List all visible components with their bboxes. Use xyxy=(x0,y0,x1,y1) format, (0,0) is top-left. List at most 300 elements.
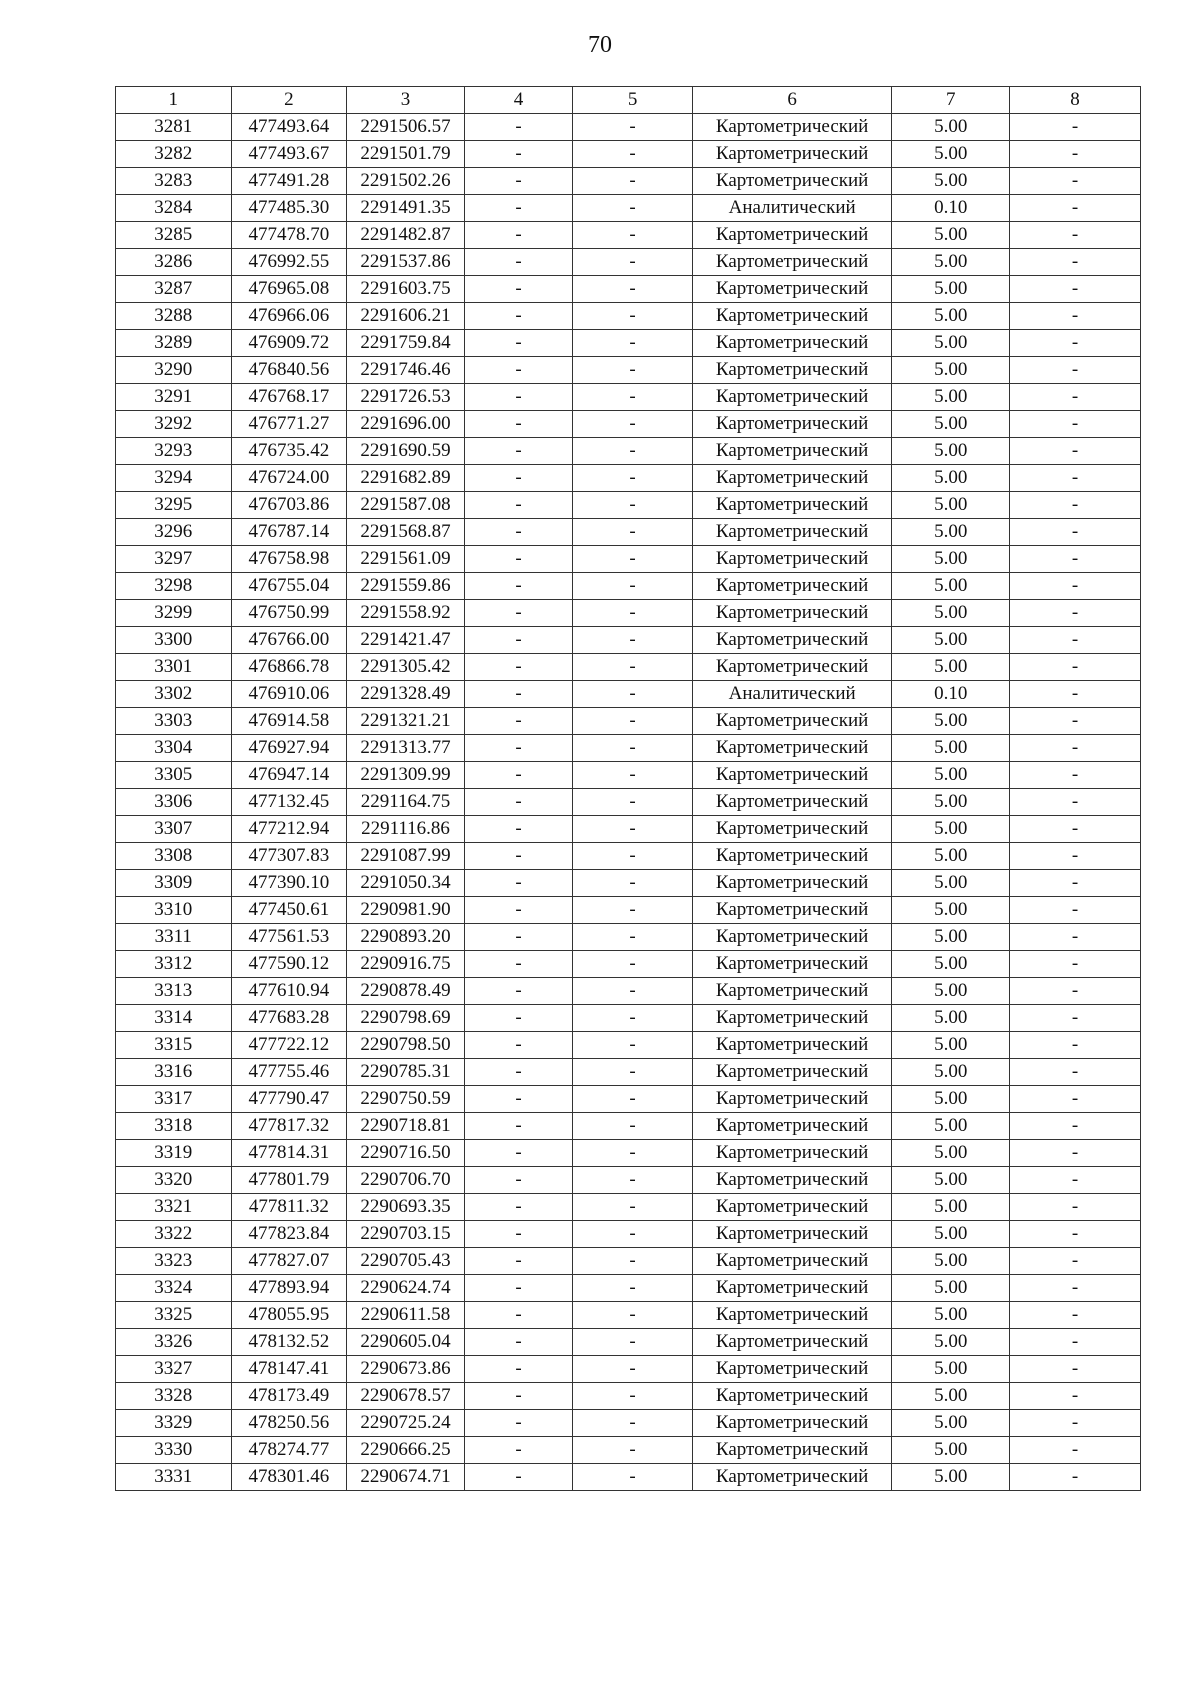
table-row xyxy=(116,141,1141,168)
x-coordinate-cell: 477817.32 xyxy=(231,1113,347,1140)
accuracy-cell: 5.00 xyxy=(892,1221,1010,1248)
col4-cell: - xyxy=(464,1275,572,1302)
col8-cell: - xyxy=(1010,1275,1141,1302)
accuracy-cell: 5.00 xyxy=(892,1437,1010,1464)
method-cell: Картометрический xyxy=(692,1302,891,1329)
y-coordinate-cell: 2291313.77 xyxy=(347,735,465,762)
y-coordinate-cell: 2291305.42 xyxy=(347,654,465,681)
y-coordinate-cell: 2291309.99 xyxy=(347,762,465,789)
y-coordinate-cell: 2290666.25 xyxy=(347,1437,465,1464)
col5-cell: - xyxy=(573,1464,693,1491)
point-number-cell: 3319 xyxy=(116,1140,232,1167)
method-cell: Картометрический xyxy=(692,141,891,168)
point-number-cell: 3288 xyxy=(116,303,232,330)
method-cell: Картометрический xyxy=(692,1221,891,1248)
y-coordinate-cell: 2291561.09 xyxy=(347,546,465,573)
point-number-cell: 3313 xyxy=(116,978,232,1005)
point-number-cell: 3292 xyxy=(116,411,232,438)
col5-cell: - xyxy=(573,1410,693,1437)
col5-cell: - xyxy=(573,870,693,897)
col5-cell: - xyxy=(573,1302,693,1329)
col8-cell: - xyxy=(1010,1032,1141,1059)
table-row xyxy=(116,1194,1141,1221)
table-row xyxy=(116,249,1141,276)
y-coordinate-cell: 2291558.92 xyxy=(347,600,465,627)
accuracy-cell: 5.00 xyxy=(892,384,1010,411)
table-row xyxy=(116,1086,1141,1113)
col8-cell: - xyxy=(1010,627,1141,654)
col8-cell: - xyxy=(1010,951,1141,978)
method-cell: Картометрический xyxy=(692,1248,891,1275)
method-cell: Картометрический xyxy=(692,1194,891,1221)
col5-cell: - xyxy=(573,303,693,330)
y-coordinate-cell: 2290674.71 xyxy=(347,1464,465,1491)
x-coordinate-cell: 476927.94 xyxy=(231,735,347,762)
col8-cell: - xyxy=(1010,654,1141,681)
table-row xyxy=(116,897,1141,924)
col5-cell: - xyxy=(573,384,693,411)
method-cell: Картометрический xyxy=(692,762,891,789)
x-coordinate-cell: 477827.07 xyxy=(231,1248,347,1275)
method-cell: Картометрический xyxy=(692,384,891,411)
y-coordinate-cell: 2290693.35 xyxy=(347,1194,465,1221)
table-row xyxy=(116,303,1141,330)
coordinates-table xyxy=(115,86,1141,1491)
col5-cell: - xyxy=(573,411,693,438)
col4-cell: - xyxy=(464,897,572,924)
col5-cell: - xyxy=(573,1167,693,1194)
point-number-cell: 3328 xyxy=(116,1383,232,1410)
point-number-cell: 3290 xyxy=(116,357,232,384)
accuracy-cell: 5.00 xyxy=(892,1356,1010,1383)
header-cell-3: 3 xyxy=(347,87,465,114)
y-coordinate-cell: 2290678.57 xyxy=(347,1383,465,1410)
table-row xyxy=(116,978,1141,1005)
point-number-cell: 3314 xyxy=(116,1005,232,1032)
y-coordinate-cell: 2291491.35 xyxy=(347,195,465,222)
y-coordinate-cell: 2290798.50 xyxy=(347,1032,465,1059)
x-coordinate-cell: 476840.56 xyxy=(231,357,347,384)
point-number-cell: 3306 xyxy=(116,789,232,816)
method-cell: Картометрический xyxy=(692,924,891,951)
y-coordinate-cell: 2290981.90 xyxy=(347,897,465,924)
x-coordinate-cell: 478274.77 xyxy=(231,1437,347,1464)
col4-cell: - xyxy=(464,1329,572,1356)
col4-cell: - xyxy=(464,654,572,681)
x-coordinate-cell: 477811.32 xyxy=(231,1194,347,1221)
col4-cell: - xyxy=(464,1086,572,1113)
col8-cell: - xyxy=(1010,681,1141,708)
y-coordinate-cell: 2290785.31 xyxy=(347,1059,465,1086)
point-number-cell: 3318 xyxy=(116,1113,232,1140)
col4-cell: - xyxy=(464,1302,572,1329)
y-coordinate-cell: 2290718.81 xyxy=(347,1113,465,1140)
point-number-cell: 3312 xyxy=(116,951,232,978)
method-cell: Картометрический xyxy=(692,654,891,681)
x-coordinate-cell: 476914.58 xyxy=(231,708,347,735)
point-number-cell: 3317 xyxy=(116,1086,232,1113)
y-coordinate-cell: 2290705.43 xyxy=(347,1248,465,1275)
col8-cell: - xyxy=(1010,168,1141,195)
col5-cell: - xyxy=(573,195,693,222)
method-cell: Картометрический xyxy=(692,168,891,195)
point-number-cell: 3289 xyxy=(116,330,232,357)
table-row xyxy=(116,546,1141,573)
accuracy-cell: 5.00 xyxy=(892,1113,1010,1140)
table-row xyxy=(116,1248,1141,1275)
accuracy-cell: 5.00 xyxy=(892,438,1010,465)
col4-cell: - xyxy=(464,1194,572,1221)
col5-cell: - xyxy=(573,168,693,195)
point-number-cell: 3309 xyxy=(116,870,232,897)
y-coordinate-cell: 2291087.99 xyxy=(347,843,465,870)
col4-cell: - xyxy=(464,1464,572,1491)
point-number-cell: 3323 xyxy=(116,1248,232,1275)
y-coordinate-cell: 2291587.08 xyxy=(347,492,465,519)
col4-cell: - xyxy=(464,1221,572,1248)
col8-cell: - xyxy=(1010,843,1141,870)
accuracy-cell: 5.00 xyxy=(892,1302,1010,1329)
col5-cell: - xyxy=(573,897,693,924)
x-coordinate-cell: 477683.28 xyxy=(231,1005,347,1032)
col4-cell: - xyxy=(464,411,572,438)
accuracy-cell: 5.00 xyxy=(892,1383,1010,1410)
y-coordinate-cell: 2291726.53 xyxy=(347,384,465,411)
col4-cell: - xyxy=(464,222,572,249)
col8-cell: - xyxy=(1010,330,1141,357)
col5-cell: - xyxy=(573,249,693,276)
col4-cell: - xyxy=(464,1059,572,1086)
accuracy-cell: 5.00 xyxy=(892,600,1010,627)
col4-cell: - xyxy=(464,924,572,951)
x-coordinate-cell: 478055.95 xyxy=(231,1302,347,1329)
col8-cell: - xyxy=(1010,735,1141,762)
x-coordinate-cell: 477610.94 xyxy=(231,978,347,1005)
method-cell: Картометрический xyxy=(692,1329,891,1356)
method-cell: Картометрический xyxy=(692,1113,891,1140)
accuracy-cell: 5.00 xyxy=(892,1464,1010,1491)
accuracy-cell: 5.00 xyxy=(892,978,1010,1005)
col4-cell: - xyxy=(464,1410,572,1437)
accuracy-cell: 5.00 xyxy=(892,303,1010,330)
col8-cell: - xyxy=(1010,546,1141,573)
point-number-cell: 3294 xyxy=(116,465,232,492)
table-row xyxy=(116,519,1141,546)
col8-cell: - xyxy=(1010,222,1141,249)
y-coordinate-cell: 2291321.21 xyxy=(347,708,465,735)
x-coordinate-cell: 477893.94 xyxy=(231,1275,347,1302)
col5-cell: - xyxy=(573,600,693,627)
col8-cell: - xyxy=(1010,438,1141,465)
method-cell: Картометрический xyxy=(692,492,891,519)
table-row xyxy=(116,1356,1141,1383)
accuracy-cell: 5.00 xyxy=(892,573,1010,600)
col8-cell: - xyxy=(1010,276,1141,303)
point-number-cell: 3329 xyxy=(116,1410,232,1437)
col4-cell: - xyxy=(464,249,572,276)
accuracy-cell: 5.00 xyxy=(892,222,1010,249)
method-cell: Картометрический xyxy=(692,843,891,870)
point-number-cell: 3295 xyxy=(116,492,232,519)
col8-cell: - xyxy=(1010,519,1141,546)
col5-cell: - xyxy=(573,1383,693,1410)
col8-cell: - xyxy=(1010,816,1141,843)
accuracy-cell: 5.00 xyxy=(892,249,1010,276)
method-cell: Картометрический xyxy=(692,1032,891,1059)
x-coordinate-cell: 477212.94 xyxy=(231,816,347,843)
point-number-cell: 3322 xyxy=(116,1221,232,1248)
col5-cell: - xyxy=(573,1437,693,1464)
table-row xyxy=(116,465,1141,492)
method-cell: Картометрический xyxy=(692,465,891,492)
col4-cell: - xyxy=(464,1140,572,1167)
table-row xyxy=(116,1032,1141,1059)
header-cell-7: 7 xyxy=(892,87,1010,114)
col8-cell: - xyxy=(1010,1410,1141,1437)
point-number-cell: 3303 xyxy=(116,708,232,735)
x-coordinate-cell: 476771.27 xyxy=(231,411,347,438)
x-coordinate-cell: 476766.00 xyxy=(231,627,347,654)
accuracy-cell: 0.10 xyxy=(892,681,1010,708)
accuracy-cell: 5.00 xyxy=(892,816,1010,843)
col4-cell: - xyxy=(464,708,572,735)
accuracy-cell: 5.00 xyxy=(892,1086,1010,1113)
col8-cell: - xyxy=(1010,870,1141,897)
table-row xyxy=(116,1302,1141,1329)
col8-cell: - xyxy=(1010,141,1141,168)
method-cell: Картометрический xyxy=(692,897,891,924)
method-cell: Картометрический xyxy=(692,330,891,357)
col4-cell: - xyxy=(464,816,572,843)
y-coordinate-cell: 2291682.89 xyxy=(347,465,465,492)
col4-cell: - xyxy=(464,114,572,141)
y-coordinate-cell: 2291164.75 xyxy=(347,789,465,816)
col5-cell: - xyxy=(573,1113,693,1140)
x-coordinate-cell: 477814.31 xyxy=(231,1140,347,1167)
table-row xyxy=(116,816,1141,843)
x-coordinate-cell: 476787.14 xyxy=(231,519,347,546)
x-coordinate-cell: 477590.12 xyxy=(231,951,347,978)
table-row xyxy=(116,384,1141,411)
point-number-cell: 3284 xyxy=(116,195,232,222)
x-coordinate-cell: 476758.98 xyxy=(231,546,347,573)
table-row xyxy=(116,735,1141,762)
col4-cell: - xyxy=(464,465,572,492)
point-number-cell: 3296 xyxy=(116,519,232,546)
x-coordinate-cell: 476768.17 xyxy=(231,384,347,411)
x-coordinate-cell: 478132.52 xyxy=(231,1329,347,1356)
method-cell: Картометрический xyxy=(692,735,891,762)
x-coordinate-cell: 477801.79 xyxy=(231,1167,347,1194)
col5-cell: - xyxy=(573,357,693,384)
y-coordinate-cell: 2291421.47 xyxy=(347,627,465,654)
table-row xyxy=(116,870,1141,897)
table-row xyxy=(116,600,1141,627)
col4-cell: - xyxy=(464,681,572,708)
accuracy-cell: 5.00 xyxy=(892,546,1010,573)
col5-cell: - xyxy=(573,735,693,762)
method-cell: Картометрический xyxy=(692,1005,891,1032)
col5-cell: - xyxy=(573,141,693,168)
method-cell: Картометрический xyxy=(692,816,891,843)
col8-cell: - xyxy=(1010,708,1141,735)
method-cell: Аналитический xyxy=(692,195,891,222)
y-coordinate-cell: 2290725.24 xyxy=(347,1410,465,1437)
col8-cell: - xyxy=(1010,978,1141,1005)
point-number-cell: 3291 xyxy=(116,384,232,411)
accuracy-cell: 5.00 xyxy=(892,708,1010,735)
col4-cell: - xyxy=(464,357,572,384)
page-number: 70 xyxy=(588,32,612,58)
method-cell: Картометрический xyxy=(692,870,891,897)
point-number-cell: 3310 xyxy=(116,897,232,924)
accuracy-cell: 5.00 xyxy=(892,1059,1010,1086)
col4-cell: - xyxy=(464,1248,572,1275)
table-row xyxy=(116,1167,1141,1194)
table-row xyxy=(116,1410,1141,1437)
header-cell-1: 1 xyxy=(116,87,232,114)
accuracy-cell: 0.10 xyxy=(892,195,1010,222)
method-cell: Картометрический xyxy=(692,627,891,654)
col8-cell: - xyxy=(1010,600,1141,627)
col5-cell: - xyxy=(573,978,693,1005)
table-row xyxy=(116,627,1141,654)
method-cell: Картометрический xyxy=(692,978,891,1005)
y-coordinate-cell: 2291568.87 xyxy=(347,519,465,546)
col5-cell: - xyxy=(573,762,693,789)
table-row xyxy=(116,789,1141,816)
point-number-cell: 3304 xyxy=(116,735,232,762)
table-row xyxy=(116,438,1141,465)
x-coordinate-cell: 477450.61 xyxy=(231,897,347,924)
table-row xyxy=(116,762,1141,789)
header-cell-2: 2 xyxy=(231,87,347,114)
accuracy-cell: 5.00 xyxy=(892,276,1010,303)
col5-cell: - xyxy=(573,627,693,654)
table-row xyxy=(116,1383,1141,1410)
y-coordinate-cell: 2291759.84 xyxy=(347,330,465,357)
col4-cell: - xyxy=(464,519,572,546)
y-coordinate-cell: 2291116.86 xyxy=(347,816,465,843)
accuracy-cell: 5.00 xyxy=(892,789,1010,816)
y-coordinate-cell: 2290893.20 xyxy=(347,924,465,951)
col8-cell: - xyxy=(1010,1383,1141,1410)
col4-cell: - xyxy=(464,600,572,627)
point-number-cell: 3326 xyxy=(116,1329,232,1356)
table-row xyxy=(116,330,1141,357)
accuracy-cell: 5.00 xyxy=(892,465,1010,492)
col8-cell: - xyxy=(1010,357,1141,384)
point-number-cell: 3308 xyxy=(116,843,232,870)
accuracy-cell: 5.00 xyxy=(892,330,1010,357)
coordinates-table-body xyxy=(116,87,1141,1491)
col4-cell: - xyxy=(464,141,572,168)
col8-cell: - xyxy=(1010,384,1141,411)
col5-cell: - xyxy=(573,924,693,951)
col8-cell: - xyxy=(1010,1086,1141,1113)
table-row xyxy=(116,357,1141,384)
method-cell: Картометрический xyxy=(692,1059,891,1086)
method-cell: Картометрический xyxy=(692,411,891,438)
col5-cell: - xyxy=(573,114,693,141)
x-coordinate-cell: 476910.06 xyxy=(231,681,347,708)
col8-cell: - xyxy=(1010,1194,1141,1221)
point-number-cell: 3324 xyxy=(116,1275,232,1302)
col4-cell: - xyxy=(464,978,572,1005)
point-number-cell: 3325 xyxy=(116,1302,232,1329)
accuracy-cell: 5.00 xyxy=(892,843,1010,870)
y-coordinate-cell: 2291559.86 xyxy=(347,573,465,600)
x-coordinate-cell: 477132.45 xyxy=(231,789,347,816)
method-cell: Картометрический xyxy=(692,249,891,276)
col4-cell: - xyxy=(464,1437,572,1464)
col8-cell: - xyxy=(1010,1167,1141,1194)
table-row xyxy=(116,1437,1141,1464)
col5-cell: - xyxy=(573,1032,693,1059)
method-cell: Картометрический xyxy=(692,1464,891,1491)
col4-cell: - xyxy=(464,843,572,870)
y-coordinate-cell: 2291328.49 xyxy=(347,681,465,708)
point-number-cell: 3321 xyxy=(116,1194,232,1221)
col5-cell: - xyxy=(573,1140,693,1167)
method-cell: Картометрический xyxy=(692,276,891,303)
y-coordinate-cell: 2291603.75 xyxy=(347,276,465,303)
col5-cell: - xyxy=(573,1356,693,1383)
table-row xyxy=(116,276,1141,303)
x-coordinate-cell: 477561.53 xyxy=(231,924,347,951)
point-number-cell: 3287 xyxy=(116,276,232,303)
accuracy-cell: 5.00 xyxy=(892,1167,1010,1194)
point-number-cell: 3316 xyxy=(116,1059,232,1086)
col4-cell: - xyxy=(464,627,572,654)
col4-cell: - xyxy=(464,438,572,465)
point-number-cell: 3298 xyxy=(116,573,232,600)
table-row xyxy=(116,168,1141,195)
col8-cell: - xyxy=(1010,924,1141,951)
col5-cell: - xyxy=(573,654,693,681)
table-row xyxy=(116,1059,1141,1086)
col4-cell: - xyxy=(464,546,572,573)
accuracy-cell: 5.00 xyxy=(892,1329,1010,1356)
accuracy-cell: 5.00 xyxy=(892,1140,1010,1167)
accuracy-cell: 5.00 xyxy=(892,1410,1010,1437)
point-number-cell: 3305 xyxy=(116,762,232,789)
x-coordinate-cell: 477491.28 xyxy=(231,168,347,195)
accuracy-cell: 5.00 xyxy=(892,1275,1010,1302)
method-cell: Картометрический xyxy=(692,951,891,978)
x-coordinate-cell: 477823.84 xyxy=(231,1221,347,1248)
x-coordinate-cell: 476755.04 xyxy=(231,573,347,600)
col4-cell: - xyxy=(464,735,572,762)
col8-cell: - xyxy=(1010,897,1141,924)
accuracy-cell: 5.00 xyxy=(892,411,1010,438)
col5-cell: - xyxy=(573,1221,693,1248)
method-cell: Картометрический xyxy=(692,222,891,249)
y-coordinate-cell: 2291537.86 xyxy=(347,249,465,276)
x-coordinate-cell: 476724.00 xyxy=(231,465,347,492)
method-cell: Картометрический xyxy=(692,708,891,735)
point-number-cell: 3283 xyxy=(116,168,232,195)
x-coordinate-cell: 477493.64 xyxy=(231,114,347,141)
col5-cell: - xyxy=(573,951,693,978)
col4-cell: - xyxy=(464,762,572,789)
x-coordinate-cell: 476866.78 xyxy=(231,654,347,681)
col4-cell: - xyxy=(464,384,572,411)
accuracy-cell: 5.00 xyxy=(892,1005,1010,1032)
table-row xyxy=(116,573,1141,600)
y-coordinate-cell: 2290706.70 xyxy=(347,1167,465,1194)
y-coordinate-cell: 2290878.49 xyxy=(347,978,465,1005)
